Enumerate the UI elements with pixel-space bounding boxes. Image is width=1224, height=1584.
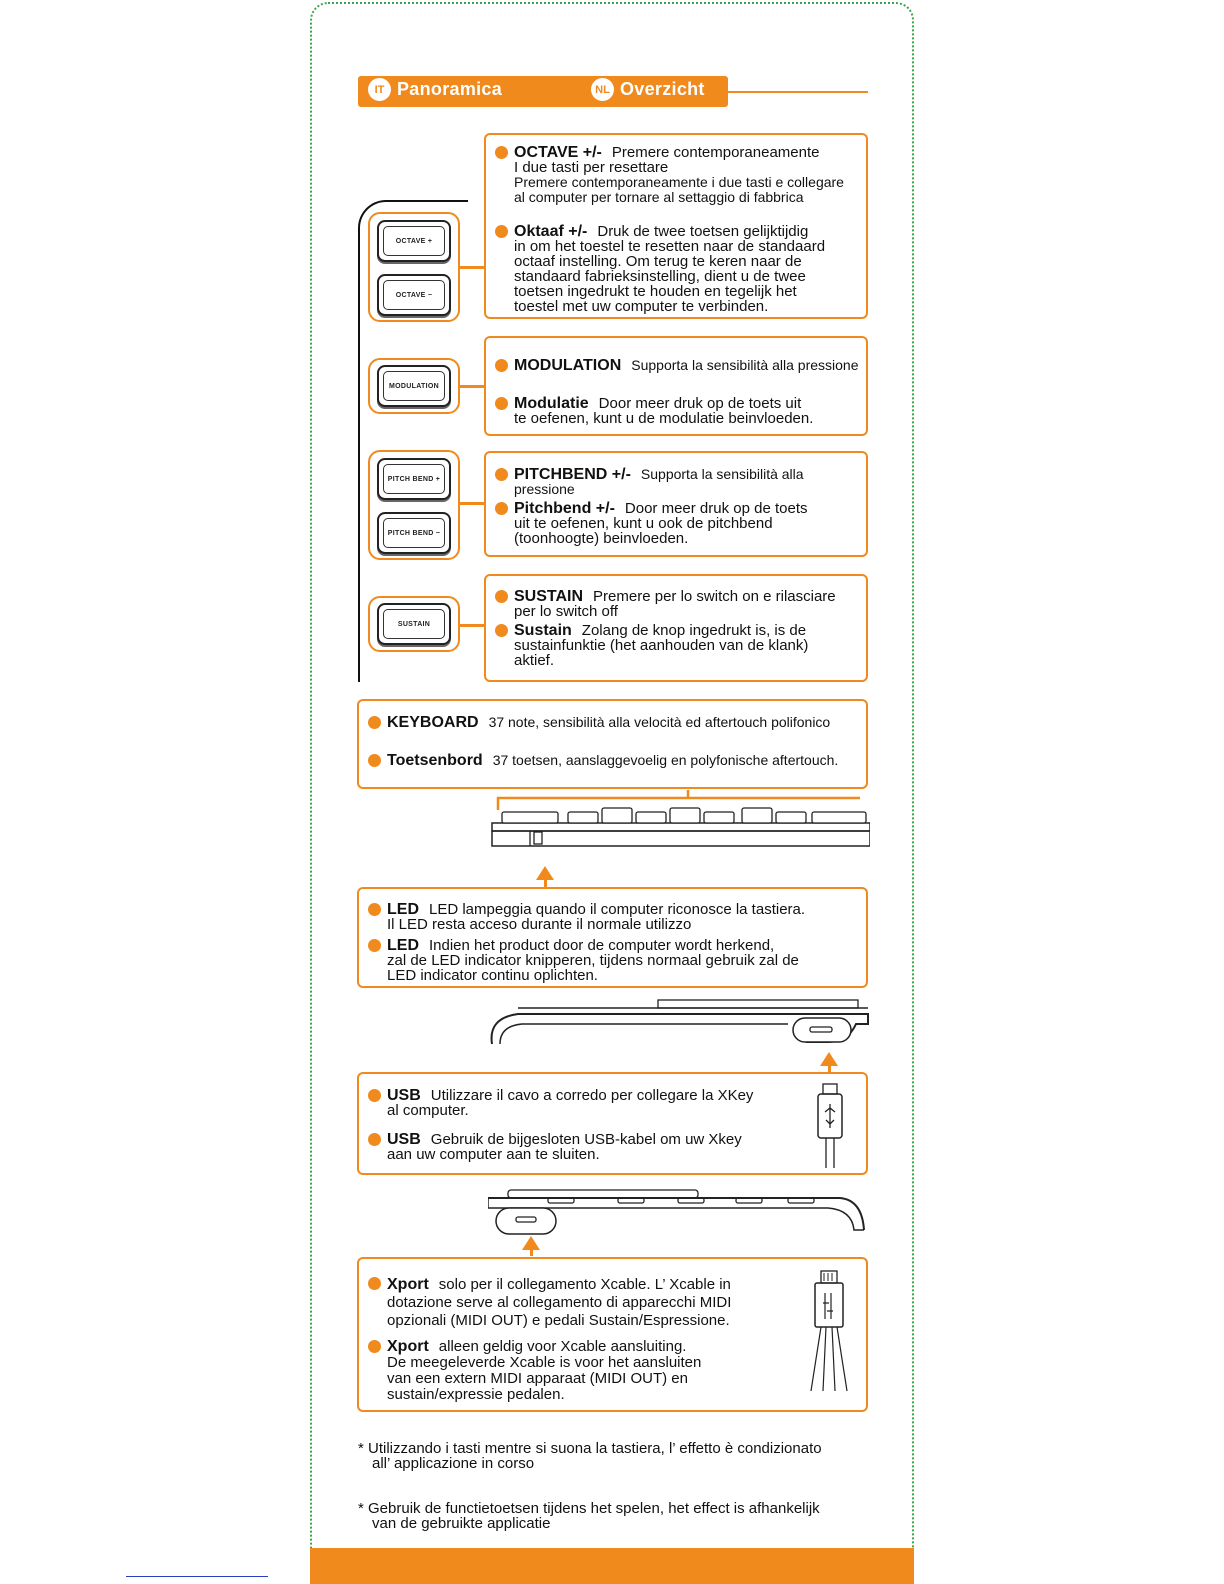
bullet-icon bbox=[495, 225, 508, 238]
lang-nl bbox=[591, 78, 705, 101]
xport-it-entry: Xport solo per il collegamento Xcable. L’ Xcable in dotazione serve al collegamento di apparecchi MIDI opzionali (MIDI OUT) e pedali Sustain/Espressione. bbox=[368, 1276, 798, 1330]
header-rule bbox=[728, 91, 868, 93]
section-header bbox=[358, 76, 728, 107]
bullet-icon bbox=[495, 502, 508, 515]
bullet-icon bbox=[495, 397, 508, 410]
keyboard-side-usb-illustration bbox=[488, 996, 870, 1048]
sustain-button-group bbox=[368, 596, 460, 652]
bullet-icon bbox=[495, 590, 508, 603]
bullet-icon bbox=[368, 1277, 381, 1290]
header-title-it: Panoramica bbox=[397, 79, 503, 99]
usb-arrow-stem bbox=[828, 1064, 831, 1072]
bullet-icon bbox=[495, 468, 508, 481]
bullet-icon bbox=[368, 716, 381, 729]
modulation-info-box bbox=[484, 336, 868, 436]
xport-info-box bbox=[357, 1257, 868, 1412]
bullet-icon bbox=[368, 1133, 381, 1146]
led-info-box bbox=[357, 887, 868, 988]
octave-minus-key: OCTAVE − bbox=[377, 274, 451, 316]
octave-plus-key: OCTAVE + bbox=[377, 220, 451, 262]
bullet-icon bbox=[368, 939, 381, 952]
keyboard-it-entry: KEYBOARD 37 note, sensibilità alla velocità ed aftertouch polifonico bbox=[368, 715, 866, 730]
sustain-nl-entry: Sustain Zolang de knop ingedrukt is, is de sustainfunktie (het aanhouden van de klank) aktief. bbox=[495, 623, 867, 668]
pitchbend-button-group bbox=[368, 450, 460, 560]
usb-cable-icon bbox=[811, 1080, 851, 1170]
octave-button-group bbox=[368, 212, 460, 322]
nl-flag-icon: NL bbox=[591, 78, 614, 101]
footnote-it: * Utilizzando i tasti mentre si suona la tastiera, l’ effetto è condizionato all’ applicazione in corso bbox=[358, 1440, 822, 1472]
sustain-it-entry: SUSTAIN Premere per lo switch on e rilasciare per lo switch off bbox=[495, 589, 867, 619]
modulation-nl-entry: Modulatie Door meer druk op de toets uit te oefenen, kunt u de modulatie beinvloeden. bbox=[495, 396, 867, 426]
bullet-icon bbox=[495, 359, 508, 372]
keyboard-front-illustration bbox=[490, 788, 870, 860]
xport-nl-entry: Xport alleen geldig voor Xcable aansluiting. De meegeleverde Xcable is voor het aansluiten van een extern MIDI apparaat (MIDI OUT) en sustain/expressie pedalen. bbox=[368, 1339, 798, 1403]
bullet-icon bbox=[495, 624, 508, 637]
octave-info-box bbox=[484, 133, 868, 319]
keyboard-nl-entry: Toetsenbord 37 toetsen, aanslaggevoelig en polyfonische aftertouch. bbox=[368, 753, 866, 768]
footer-bar bbox=[310, 1548, 914, 1584]
footnote-nl: * Gebruik de functietoetsen tijdens het spelen, het effect is afhankelijk van de gebruikte applicatie bbox=[358, 1500, 820, 1532]
sustain-key: SUSTAIN bbox=[377, 603, 451, 645]
lang-it bbox=[368, 78, 502, 101]
sustain-info-box bbox=[484, 574, 868, 682]
bullet-icon bbox=[368, 903, 381, 916]
pitchbend-connector bbox=[460, 502, 486, 505]
bullet-icon bbox=[368, 1340, 381, 1353]
pitchbend-info-box bbox=[484, 451, 868, 557]
footer-rule bbox=[126, 1576, 268, 1577]
modulation-connector bbox=[460, 385, 486, 388]
bullet-icon bbox=[368, 1089, 381, 1102]
led-nl-entry: LED Indien het product door de computer wordt herkend, zal de LED indicator knipperen, tijdens normaal gebruik zal de LED indicator continu oplichten. bbox=[368, 938, 866, 983]
xport-arrow-stem bbox=[530, 1248, 533, 1256]
pitch-bend-minus-key: PITCH BEND − bbox=[377, 512, 451, 554]
octave-it-entry: OCTAVE +/- Premere contemporaneamente I due tasti per resettare Premere contemporaneamente i due tasti e collegare al computer per tornare al settaggio di fabbrica bbox=[495, 145, 867, 205]
sustain-connector bbox=[460, 624, 486, 627]
led-it-entry: LED LED lampeggia quando il computer riconosce la tastiera. Il LED resta acceso durante il normale utilizzo bbox=[368, 902, 866, 932]
header-title-nl: Overzicht bbox=[620, 79, 705, 99]
keyboard-info-box bbox=[357, 699, 868, 789]
bullet-icon bbox=[495, 146, 508, 159]
octave-nl-entry: Oktaaf +/- Druk de twee toetsen gelijktijdig in om het toestel te resetten naar de standaard octaaf instelling. Om terug te keren naar de standaard fabrieksinstelling, dient u de twee toetsen ingedrukt te houden en tegelijk het toestel met uw computer te verbinden. bbox=[495, 224, 867, 314]
modulation-it-entry: MODULATION Supporta la sensibilità alla pressione bbox=[495, 358, 867, 373]
xcable-icon bbox=[805, 1269, 855, 1395]
modulation-key: MODULATION bbox=[377, 365, 451, 407]
pitchbend-it-entry: PITCHBEND +/- Supporta la sensibilità alla pressione bbox=[495, 467, 867, 497]
usb-info-box bbox=[357, 1072, 868, 1175]
modulation-button-group bbox=[368, 358, 460, 414]
pitchbend-nl-entry: Pitchbend +/- Door meer druk op de toets uit te oefenen, kunt u ook de pitchbend (toonhoogte) beinvloeden. bbox=[495, 501, 867, 546]
usb-it-entry: USB Utilizzare il cavo a corredo per collegare la XKey al computer. bbox=[368, 1088, 808, 1118]
bullet-icon bbox=[368, 754, 381, 767]
usb-nl-entry: USB Gebruik de bijgesloten USB-kabel om uw Xkey aan uw computer aan te sluiten. bbox=[368, 1132, 808, 1162]
octave-connector bbox=[460, 266, 486, 269]
it-flag-icon: IT bbox=[368, 78, 391, 101]
keyboard-side-xport-illustration bbox=[488, 1184, 870, 1236]
pitch-bend-plus-key: PITCH BEND + bbox=[377, 458, 451, 500]
